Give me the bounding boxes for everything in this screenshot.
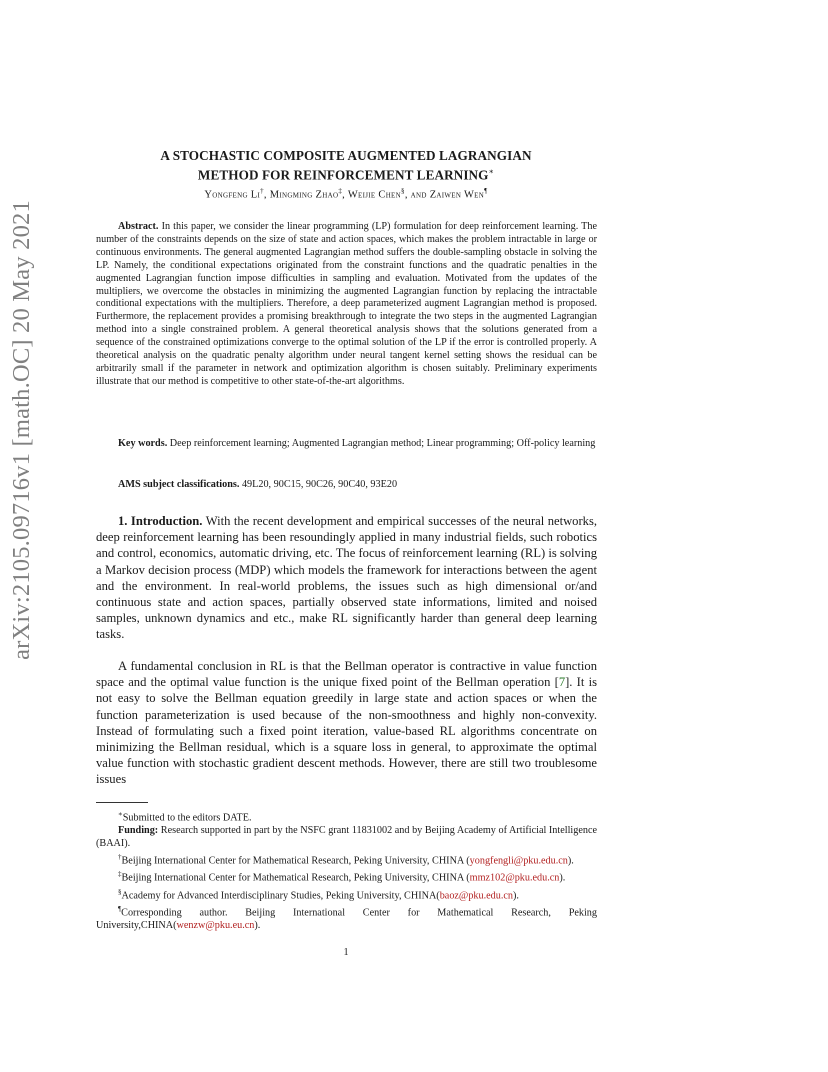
- arxiv-identifier-text: arXiv:2105.09716v1 [math.OC] 20 May 2021: [8, 200, 35, 660]
- keywords: [96, 438, 597, 451]
- author-3-mark: §: [401, 187, 405, 195]
- footnote-3-end: ).: [559, 872, 566, 884]
- ams-classifications: [96, 479, 597, 492]
- footnote-funding: [96, 825, 597, 851]
- footnote-3-text: Beijing International Center for Mathematical Research, Peking University, CHINA (: [121, 872, 470, 884]
- footnote-2-mark: †: [118, 853, 122, 862]
- citation-link[interactable]: 7: [558, 675, 566, 690]
- ams-heading: AMS subject classifications.: [118, 479, 240, 490]
- email-link-2[interactable]: mmz102@pku.edu.cn: [469, 872, 560, 884]
- funding-text: Research supported in part by the NSFC grant 11831002 and by Beijing Academy of Artificial Intelligence (BAAI).: [96, 825, 598, 850]
- page-number: 1: [343, 947, 349, 958]
- intro-p1-text: With the recent development and empirical successes of the neural networks, deep reinforcement learning has been resoundingly applied in many industrial fields, such robotics and control, economics, automatic driving, etc. The focus of reinforcement learning (RL) is solving a Markov decision process (MDP) which models the framework for interactions between the agent and the environment. In real-world problems, the issues such as high dimensional or/and continuous state and action spaces, partially observed state informations, limited and noised samples, unknown dynamics and etc., make RL significantly harder than general deep learning tasks.: [96, 514, 598, 642]
- title-line-2-text: METHOD FOR REINFORCEMENT LEARNING: [197, 167, 489, 183]
- intro-p2-text-b: ]. It is not easy to solve the Bellman equation greedily in large state and action spaces or when the function parameterization is used because of the non-smoothness and highly non-convexity. Instead of formulating such a fixed point iteration, value-based RL algorithms concentrate on minimizing the Bellman residual, which is a square loss in general, to approximate the optimal value function with stochastic gradient descent methods. However, there are still two troublesome issues: [96, 675, 598, 787]
- abstract-text: In this paper, we consider the linear programming (LP) formulation for deep reinforcement learning. The number of the constraints depends on the size of state and action spaces, which makes the problem intractable in large or continuous environments. The general augmented Lagrangian method suffers the double-sampling obstacle in solving the LP. Namely, the conditional expectations originated from the constraint functions and the quadratic penalties in the augmented Lagrangian function impose difficulties in sampling and evaluation. Motivated from the updates of the multipliers, we overcome the obstacles in minimizing the augmented Lagrangian function by replacing the intractable conditional expectations with the multipliers. Therefore, a deep parameterized augment Lagrangian method is proposed. Furthermore, the replacement provides a promising breakthrough to integrate the two steps in the augmented Lagrangian method into a single constrained problem. A general theoretical analysis shows that the solutions generated from a sequence of the constrained optimizations converge to the optimal solution of the LP if the error is controlled properly. A theoretical analysis on the quadratic penalty algorithm under neural tangent kernel setting shows the residual can be arbitrarily small if the parameter in network and optimization algorithm is chosen suitably. Preliminary experiments illustrate that our method is competitive to other state-of-the-art algorithms.: [96, 221, 598, 387]
- section-heading: 1. Introduction.: [118, 514, 203, 528]
- footnote-2-text: Beijing International Center for Mathematical Research, Peking University, CHINA (: [121, 855, 470, 867]
- footnote-affiliation-2: [96, 868, 597, 885]
- abstract: [96, 221, 597, 389]
- author-3: Weijie Chen: [347, 189, 401, 201]
- footnotes: [96, 808, 597, 933]
- footnote-3-mark: ‡: [118, 870, 122, 879]
- footnote-5-mark: ¶: [118, 905, 122, 913]
- intro-p2-text-a: A fundamental conclusion in RL is that the Bellman operator is contractive in value function space and the optimal value function is the unique fixed point of the Bellman operation [: [96, 659, 597, 690]
- title-footnote-mark: ∗: [488, 167, 495, 176]
- email-link-1[interactable]: yongfengli@pku.edu.cn: [469, 855, 568, 867]
- funding-heading: Funding:: [118, 825, 159, 837]
- abstract-heading: Abstract.: [118, 221, 159, 232]
- author-1-mark: †: [260, 187, 264, 195]
- footnote-4-mark: §: [118, 887, 122, 896]
- footnote-4-text: Academy for Advanced Interdisciplinary Studies, Peking University, CHINA(: [121, 890, 440, 902]
- keywords-heading: Key words.: [118, 438, 168, 449]
- title-line-1: A STOCHASTIC COMPOSITE AUGMENTED LAGRANGIAN: [160, 148, 532, 163]
- footnote-4-end: ).: [513, 890, 519, 902]
- footnote-2-end: ).: [567, 855, 574, 867]
- footnote-rule: [96, 802, 148, 803]
- paper-title: [96, 148, 596, 183]
- title-line-2: [96, 164, 596, 183]
- intro-paragraph-1: [96, 513, 597, 643]
- email-link-4[interactable]: wenzw@pku.eu.cn: [176, 920, 255, 932]
- author-4-mark: ¶: [484, 187, 488, 195]
- footnote-corresponding: [96, 903, 597, 933]
- author-1: Yongfeng Li: [204, 189, 261, 201]
- footnote-1-text: Submitted to the editors DATE.: [122, 812, 252, 824]
- ams-text: 49L20, 90C15, 90C26, 90C40, 93E20: [241, 479, 398, 490]
- intro-paragraph-2: [96, 658, 597, 788]
- footnote-affiliation-1: [96, 851, 597, 868]
- author-4: Zaiwen Wen: [429, 189, 485, 201]
- author-list: Yongfeng Li†, Mingming Zhao‡, Weijie Chen§, and Zaiwen Wen¶: [204, 187, 488, 201]
- footnote-1-mark: ∗: [118, 810, 123, 818]
- email-link-3[interactable]: baoz@pku.edu.cn: [439, 890, 514, 902]
- author-2-mark: ‡: [338, 187, 343, 195]
- footnote-affiliation-3: [96, 886, 597, 903]
- footnote-5-end: ).: [254, 920, 261, 932]
- footnote-5-text: Corresponding author. Beijing International Center for Mathematical Research, Peking University,CHINA(: [96, 907, 597, 932]
- author-conjunction: and: [410, 189, 427, 201]
- keywords-text: Deep reinforcement learning; Augmented Lagrangian method; Linear programming; Off-policy learning: [169, 438, 596, 449]
- author-2: Mingming Zhao: [269, 189, 339, 201]
- footnote-submitted: [96, 808, 597, 825]
